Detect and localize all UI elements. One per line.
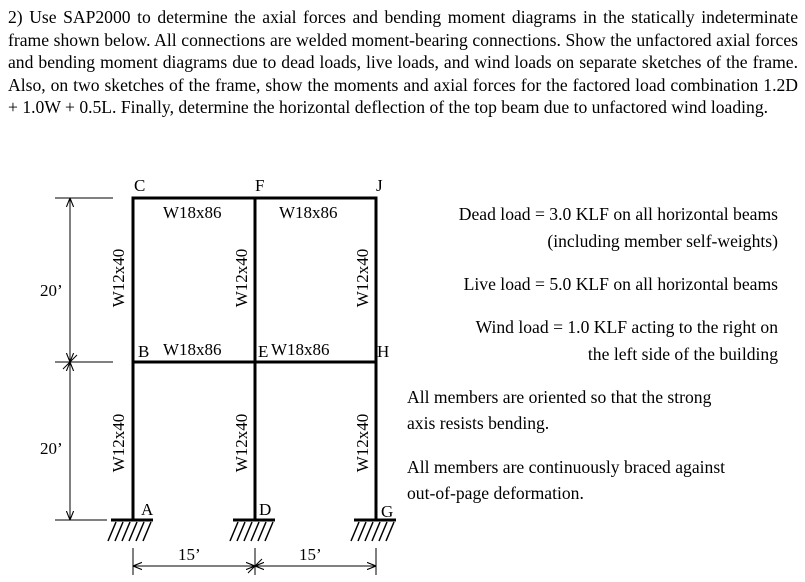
dimension-lower-story: 20’: [40, 439, 63, 458]
column-section-ab: W12x40: [109, 413, 128, 473]
fixed-support-a: [108, 520, 153, 541]
orientation-note-line2: axis resists bending.: [407, 413, 550, 433]
beam-section-b-e: W18x86: [163, 340, 222, 359]
node-label-g: G: [381, 502, 394, 521]
beam-section-c-f: W18x86: [163, 203, 222, 222]
node-label-b: B: [138, 342, 150, 361]
fixed-support-g: [351, 520, 396, 541]
fixed-support-d: [230, 520, 275, 541]
dimension-upper-story: 20’: [40, 281, 63, 300]
bracing-note-line1: All members are continuously braced against: [407, 457, 726, 477]
node-label-d: D: [259, 500, 272, 519]
node-label-a: A: [141, 500, 154, 519]
vertical-dimension: [55, 198, 113, 520]
column-section-hj: W12x40: [353, 248, 372, 308]
beam-section-e-h: W18x86: [271, 340, 330, 359]
beam-section-f-j: W18x86: [279, 203, 338, 222]
dimension-right-bay: 15’: [299, 545, 322, 564]
orientation-note-line1: All members are oriented so that the strong: [407, 387, 712, 407]
node-label-j: J: [376, 176, 383, 195]
column-section-ef: W12x40: [232, 248, 251, 308]
wind-load-line1: Wind load = 1.0 KLF acting to the right on: [475, 317, 778, 337]
live-load: Live load = 5.0 KLF on all horizontal beams: [463, 274, 778, 294]
node-label-h: H: [377, 342, 390, 361]
node-label-c: C: [134, 176, 146, 195]
problem-statement: 2) Use SAP2000 to determine the axial forces and bending moment diagrams in the statically indeterminate frame shown below. All connections are welded moment-bearing connections. Show the unfactored axial forces and bending moment diagrams due to dead loads, live loads, and wind loads on separate sketches of the frame. Also, on two sketches of the frame, show the moments and axial forces for the factored load combination 1.2D + 1.0W + 0.5L. Finally, determine the horizontal deflection of the top beam due to unfactored wind loading.: [8, 7, 798, 118]
horizontal-dimension: [133, 548, 376, 575]
wind-load-line2: the left side of the building: [587, 344, 778, 364]
dead-load-line1: Dead load = 3.0 KLF on all horizontal beams: [458, 204, 778, 224]
column-section-bc: W12x40: [109, 248, 128, 308]
column-section-gh: W12x40: [353, 413, 372, 473]
dead-load-line2: (including member self-weights): [547, 231, 778, 251]
node-label-e: E: [258, 342, 269, 361]
column-section-de: W12x40: [232, 413, 251, 473]
node-label-f: F: [255, 176, 265, 195]
bracing-note-line2: out-of-page deformation.: [407, 483, 584, 503]
dimension-left-bay: 15’: [178, 545, 201, 564]
